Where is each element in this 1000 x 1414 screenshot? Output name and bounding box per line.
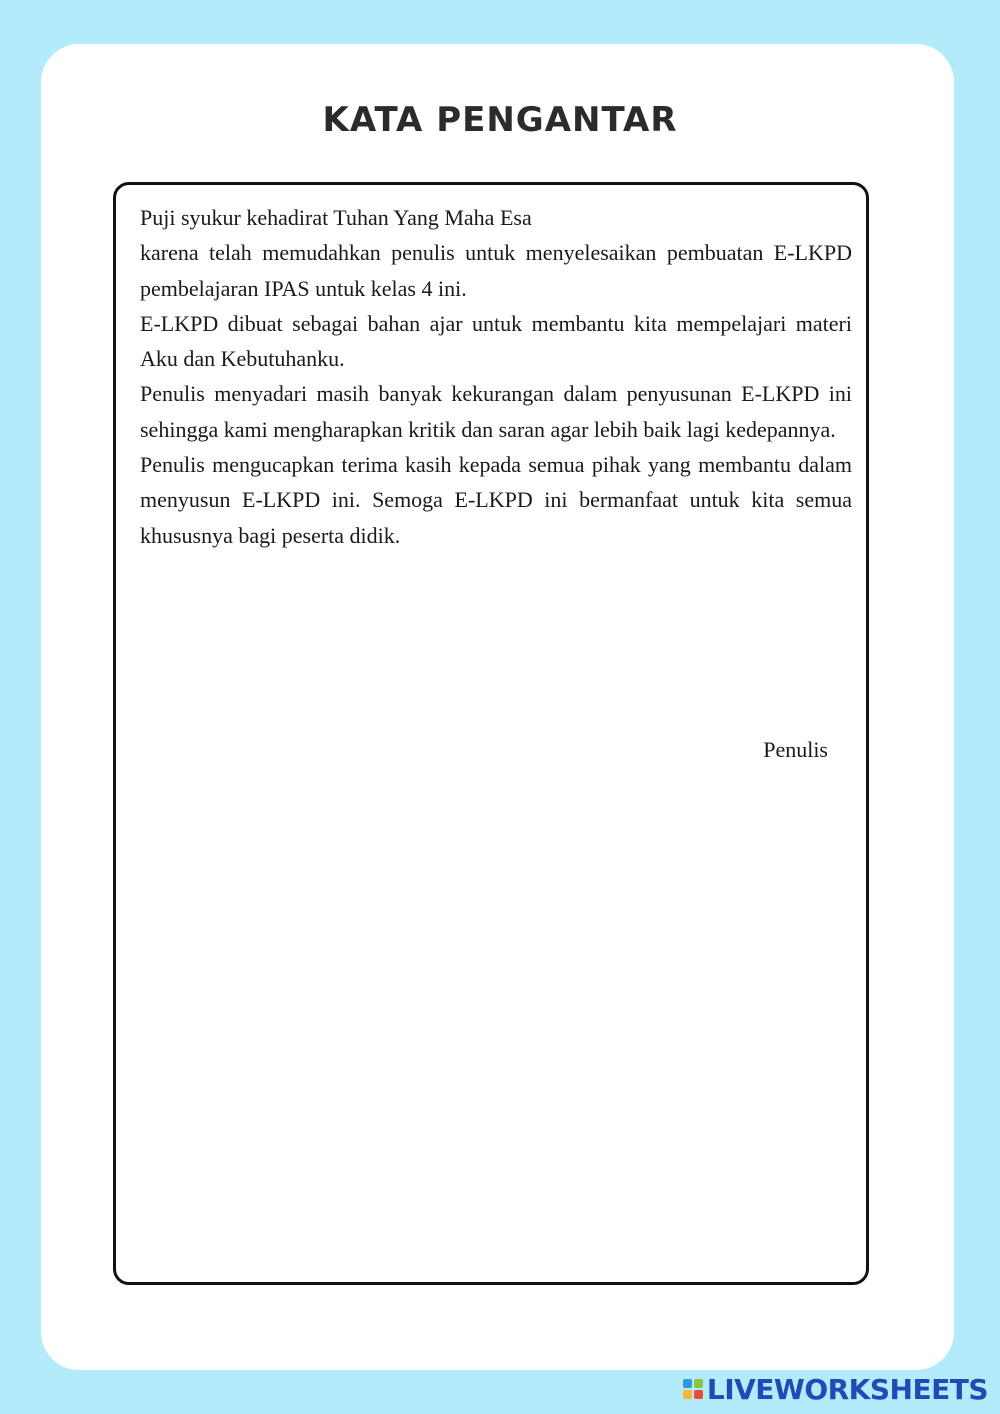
logo-square: [683, 1379, 692, 1388]
signature: Penulis: [763, 737, 828, 762]
page-title: KATA PENGANTAR: [322, 100, 678, 140]
liveworksheets-logo-icon: [683, 1379, 703, 1399]
paragraph-material: E-LKPD dibuat sebagai bahan ajar untuk membantu kita mempelajari materi Aku dan Kebutuhanku.: [140, 310, 852, 372]
watermark-text: LIVEWORKSHEETS: [706, 1372, 988, 1406]
paragraph-feedback: Penulis menyadari masih banyak kekurangan dalam penyusunan E-LKPD ini sehingga kami mengharapkan kritik dan saran agar lebih baik lagi kedepannya.: [140, 381, 852, 442]
logo-square: [694, 1390, 703, 1399]
liveworksheets-watermark: [683, 1374, 988, 1404]
paragraph-thanks: Penulis mengucapkan terima kasih kepada semua pihak yang membantu dalam menyusun E-LKPD ini. Semoga E-LKPD ini bermanfaat untuk kita semua khususnya bagi peserta didik.: [140, 452, 852, 548]
paragraph-opening: Puji syukur kehadirat Tuhan Yang Maha Esa: [140, 205, 532, 230]
logo-square: [683, 1390, 692, 1399]
body-text: [140, 200, 852, 553]
paragraph-purpose: karena telah memudahkan penulis untuk menyelesaikan pembuatan E-LKPD pembelajaran IPAS untuk kelas 4 ini.: [140, 240, 852, 301]
logo-square: [694, 1379, 703, 1388]
content-box: [113, 182, 869, 1285]
